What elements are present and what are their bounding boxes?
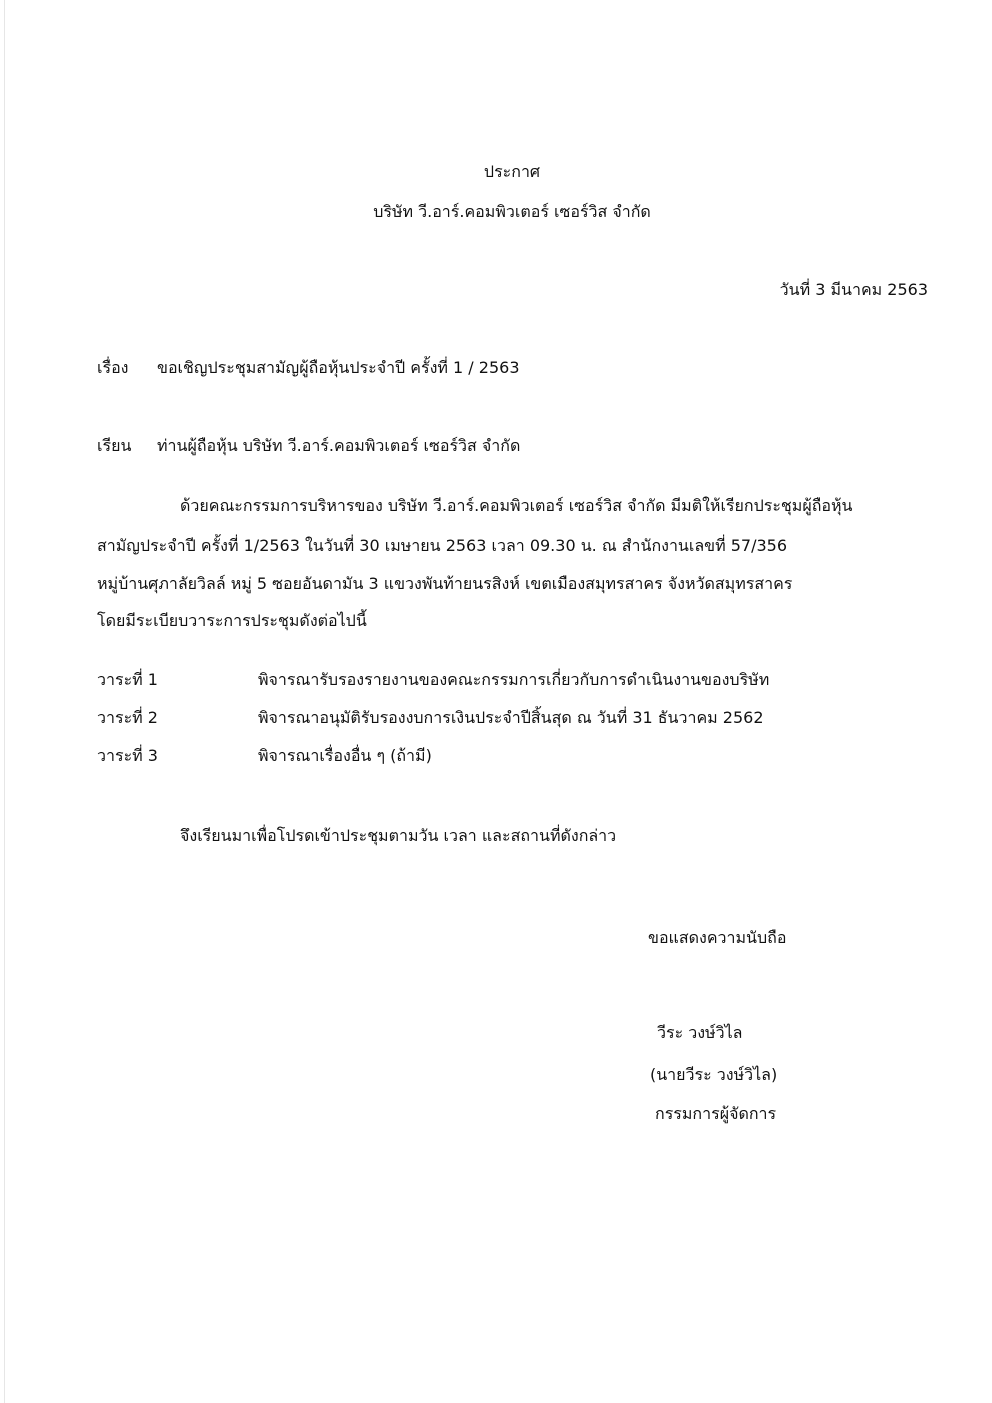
agenda-item-text: พิจารณาอนุมัติรับรองงบการเงินประจำปีสิ้นสุด ณ วันที่ 31 ธันวาคม 2562 <box>258 708 764 727</box>
regards-text: ขอแสดงความนับถือ <box>648 928 787 947</box>
agenda-item-number: วาระที่ 2 <box>97 708 158 727</box>
recipient-label: เรียน <box>97 436 132 455</box>
body-line: ด้วยคณะกรรมการบริหารของ บริษัท วี.อาร์.คอมพิวเตอร์ เซอร์วิส จำกัด มีมติให้เรียกประชุมผู้ถือหุ้น <box>180 496 853 515</box>
company-name: บริษัท วี.อาร์.คอมพิวเตอร์ เซอร์วิส จำกัด <box>373 202 651 221</box>
agenda-item-number: วาระที่ 3 <box>97 746 158 765</box>
recipient-text: ท่านผู้ถือหุ้น บริษัท วี.อาร์.คอมพิวเตอร์ เซอร์วิส จำกัด <box>157 436 521 455</box>
closing-sentence: จึงเรียนมาเพื่อโปรดเข้าประชุมตามวัน เวลา และสถานที่ดังกล่าว <box>180 826 617 845</box>
body-line: หมู่บ้านศุภาลัยวิลล์ หมู่ 5 ซอยอันดามัน 3 แขวงพันท้ายนรสิงห์ เขตเมืองสมุทรสาคร จังหวัดสมุทรสาคร <box>97 574 793 593</box>
document-date: วันที่ 3 มีนาคม 2563 <box>779 280 928 299</box>
agenda-item-text: พิจารณาเรื่องอื่น ๆ (ถ้ามี) <box>258 746 432 765</box>
subject-label: เรื่อง <box>97 358 129 377</box>
body-line: สามัญประจำปี ครั้งที่ 1/2563 ในวันที่ 30 เมษายน 2563 เวลา 09.30 น. ณ สำนักงานเลขที่ 57/356 <box>97 536 787 555</box>
signer-position: กรรมการผู้จัดการ <box>655 1104 777 1123</box>
agenda-item-number: วาระที่ 1 <box>97 670 158 689</box>
signer-full-name: (นายวีระ วงษ์วิไล) <box>650 1065 778 1084</box>
subject-text: ขอเชิญประชุมสามัญผู้ถือหุ้นประจำปี ครั้งที่ 1 / 2563 <box>157 358 520 377</box>
announcement-title: ประกาศ <box>483 162 541 181</box>
agenda-item-text: พิจารณารับรองรายงานของคณะกรรมการเกี่ยวกับการดำเนินงานของบริษัท <box>258 670 770 689</box>
signed-name: วีระ วงษ์วิไล <box>657 1023 743 1042</box>
body-line: โดยมีระเบียบวาระการประชุมดังต่อไปนี้ <box>97 611 367 630</box>
